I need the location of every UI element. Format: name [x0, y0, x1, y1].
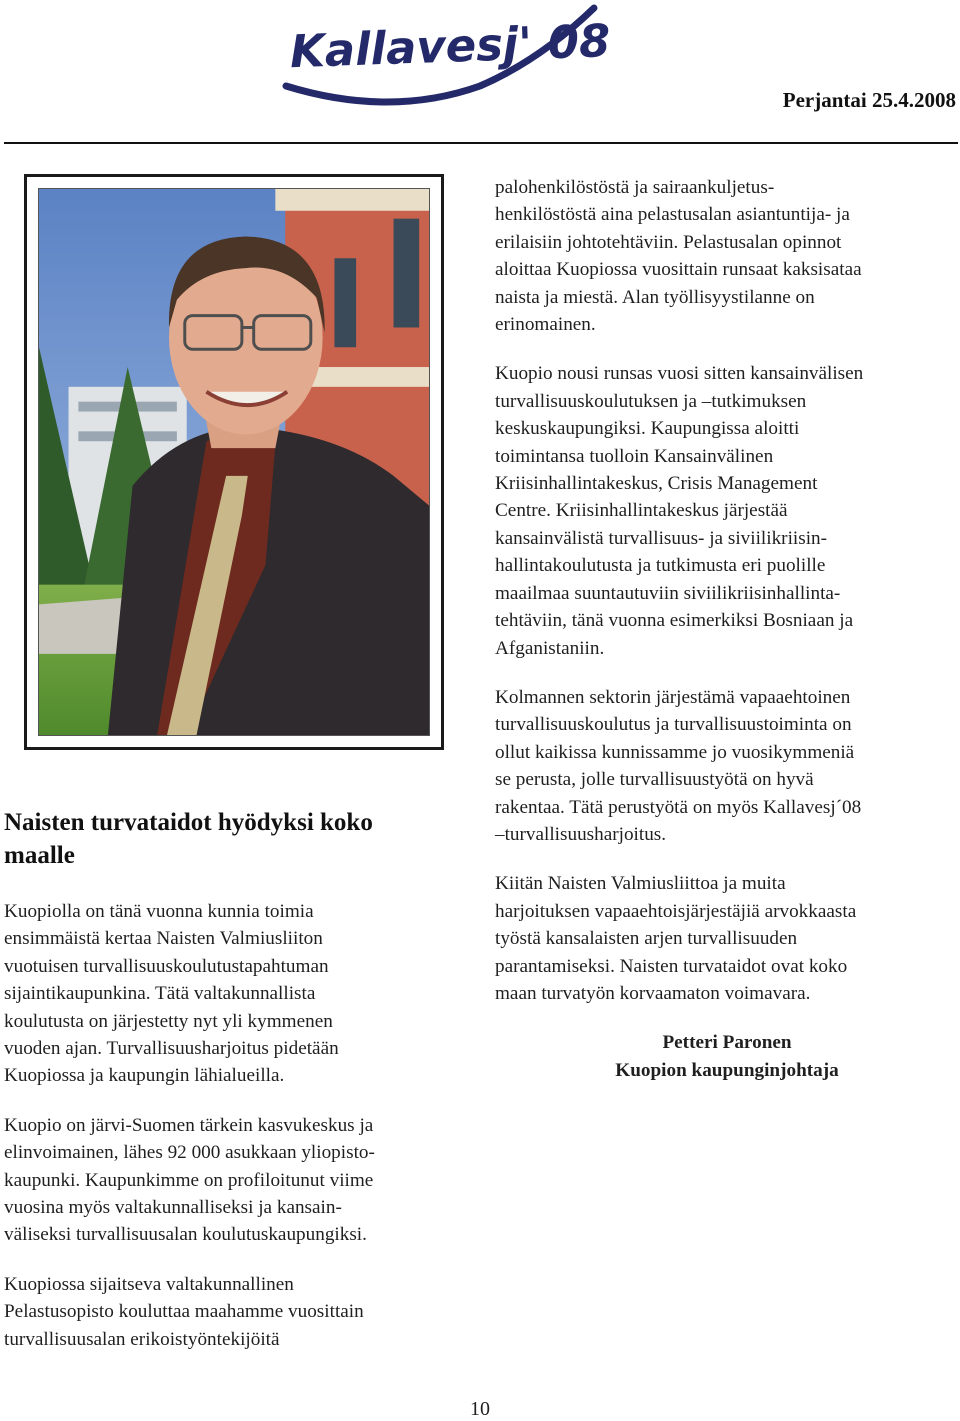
paragraph: Kuopio on järvi-Suomen tärkein kasvukeskus ja elinvoimainen, lähes 92 000 asukkaan yliopisto- kaupunki. Kaupunkimme on profiloitunut viime vuosina myös valtakunnalliseksi ja kansain- väliseksi turvallisuusalan koulutuskaupungiksi. [4, 1114, 375, 1246]
paragraph: Kuopiolla on tänä vuonna kunnia toimia ensimmäistä kertaa Naisten Valmiusliiton vuotuisen turvallisuuskoulutustapahtuman sijaintikaupunkina. Tätä valtakunnallista koulutusta on järjestetty nyt yli kymmenen vuoden ajan. Turvallisuusharjoitus pidetään Kuopiossa ja kaupungin lähialueilla. [4, 901, 339, 1087]
page-number: 10 [470, 1398, 490, 1420]
paragraph: palohenkilöstöstä ja sairaankuljetus- henkilöstöstä aina pelastusalan asiantuntija- ja erilaisiin johtotehtäviin. Pelastusalan opinnot aloittaa Kuopiossa vuosittain runsaat kaksisataa naista ja miestä. Alan työllisyystilanne on erinomainen. [495, 177, 862, 336]
issue-date: Perjantai 25.4.2008 [782, 88, 956, 112]
signature-name: Petteri Paronen [662, 1032, 792, 1054]
paragraph: Kuopiossa sijaitseva valtakunnallinen Pelastusopisto kouluttaa maahamme vuosittain turvallisuusalan erikoistyöntekijöitä [4, 1273, 364, 1350]
logo-graphic [280, 2, 610, 120]
paragraph: Kolmannen sektorin järjestämä vapaaehtoinen turvallisuuskoulutus ja turvallisuustoiminta on ollut kaikissa kunnissamme jo vuosikymmeniä se perusta, jolle turvallisuustyötä on hyvä rakentaa. Tätä perustyötä on myös Kallavesj´08 –turvallisuusharjoitus. [495, 686, 862, 845]
portrait-photo [38, 188, 430, 736]
logo-text: Kallavesj' 08 [288, 14, 610, 79]
portrait-photo-frame [24, 174, 444, 750]
header-rule [4, 142, 958, 144]
paragraph: Kuopio nousi runsas vuosi sitten kansainvälisen turvallisuuskoulutuksen ja –tutkimuksen keskuskaupungiksi. Kaupungissa aloitti toimintansa tuolloin Kansainvälinen Kriisinhallintakeskus, Crisis Management Centre. Kriisinhallintakeskus järjestää kansainvälistä turvallisuus- ja siviilikriisin- hallintakoulutusta ja tutkimusta eri puolille maailmaa suuntautuviin siviilikriisinhallinta- tehtäviin, tänä vuonna esimerkiksi Bosniaan ja Afganistaniin. [495, 363, 864, 659]
logo [280, 2, 610, 120]
paragraph: Kiitän Naisten Valmiusliittoa ja muita harjoituksen vapaaehtoisjärjestäjiä arvokkaasta työstä kansalaisten arjen turvallisuuden parantamiseksi. Naisten turvataidot ovat koko maan turvatyön korvaamaton voimavara. [495, 873, 857, 1004]
left-column [4, 898, 474, 1375]
signature-title: Kuopion kaupunginjohtaja [615, 1060, 839, 1082]
signature [495, 1029, 959, 1085]
article-heading: Naisten turvataidot hyödyksi koko maalle [4, 809, 373, 869]
right-column [495, 174, 957, 1085]
portrait-illustration [39, 189, 429, 735]
